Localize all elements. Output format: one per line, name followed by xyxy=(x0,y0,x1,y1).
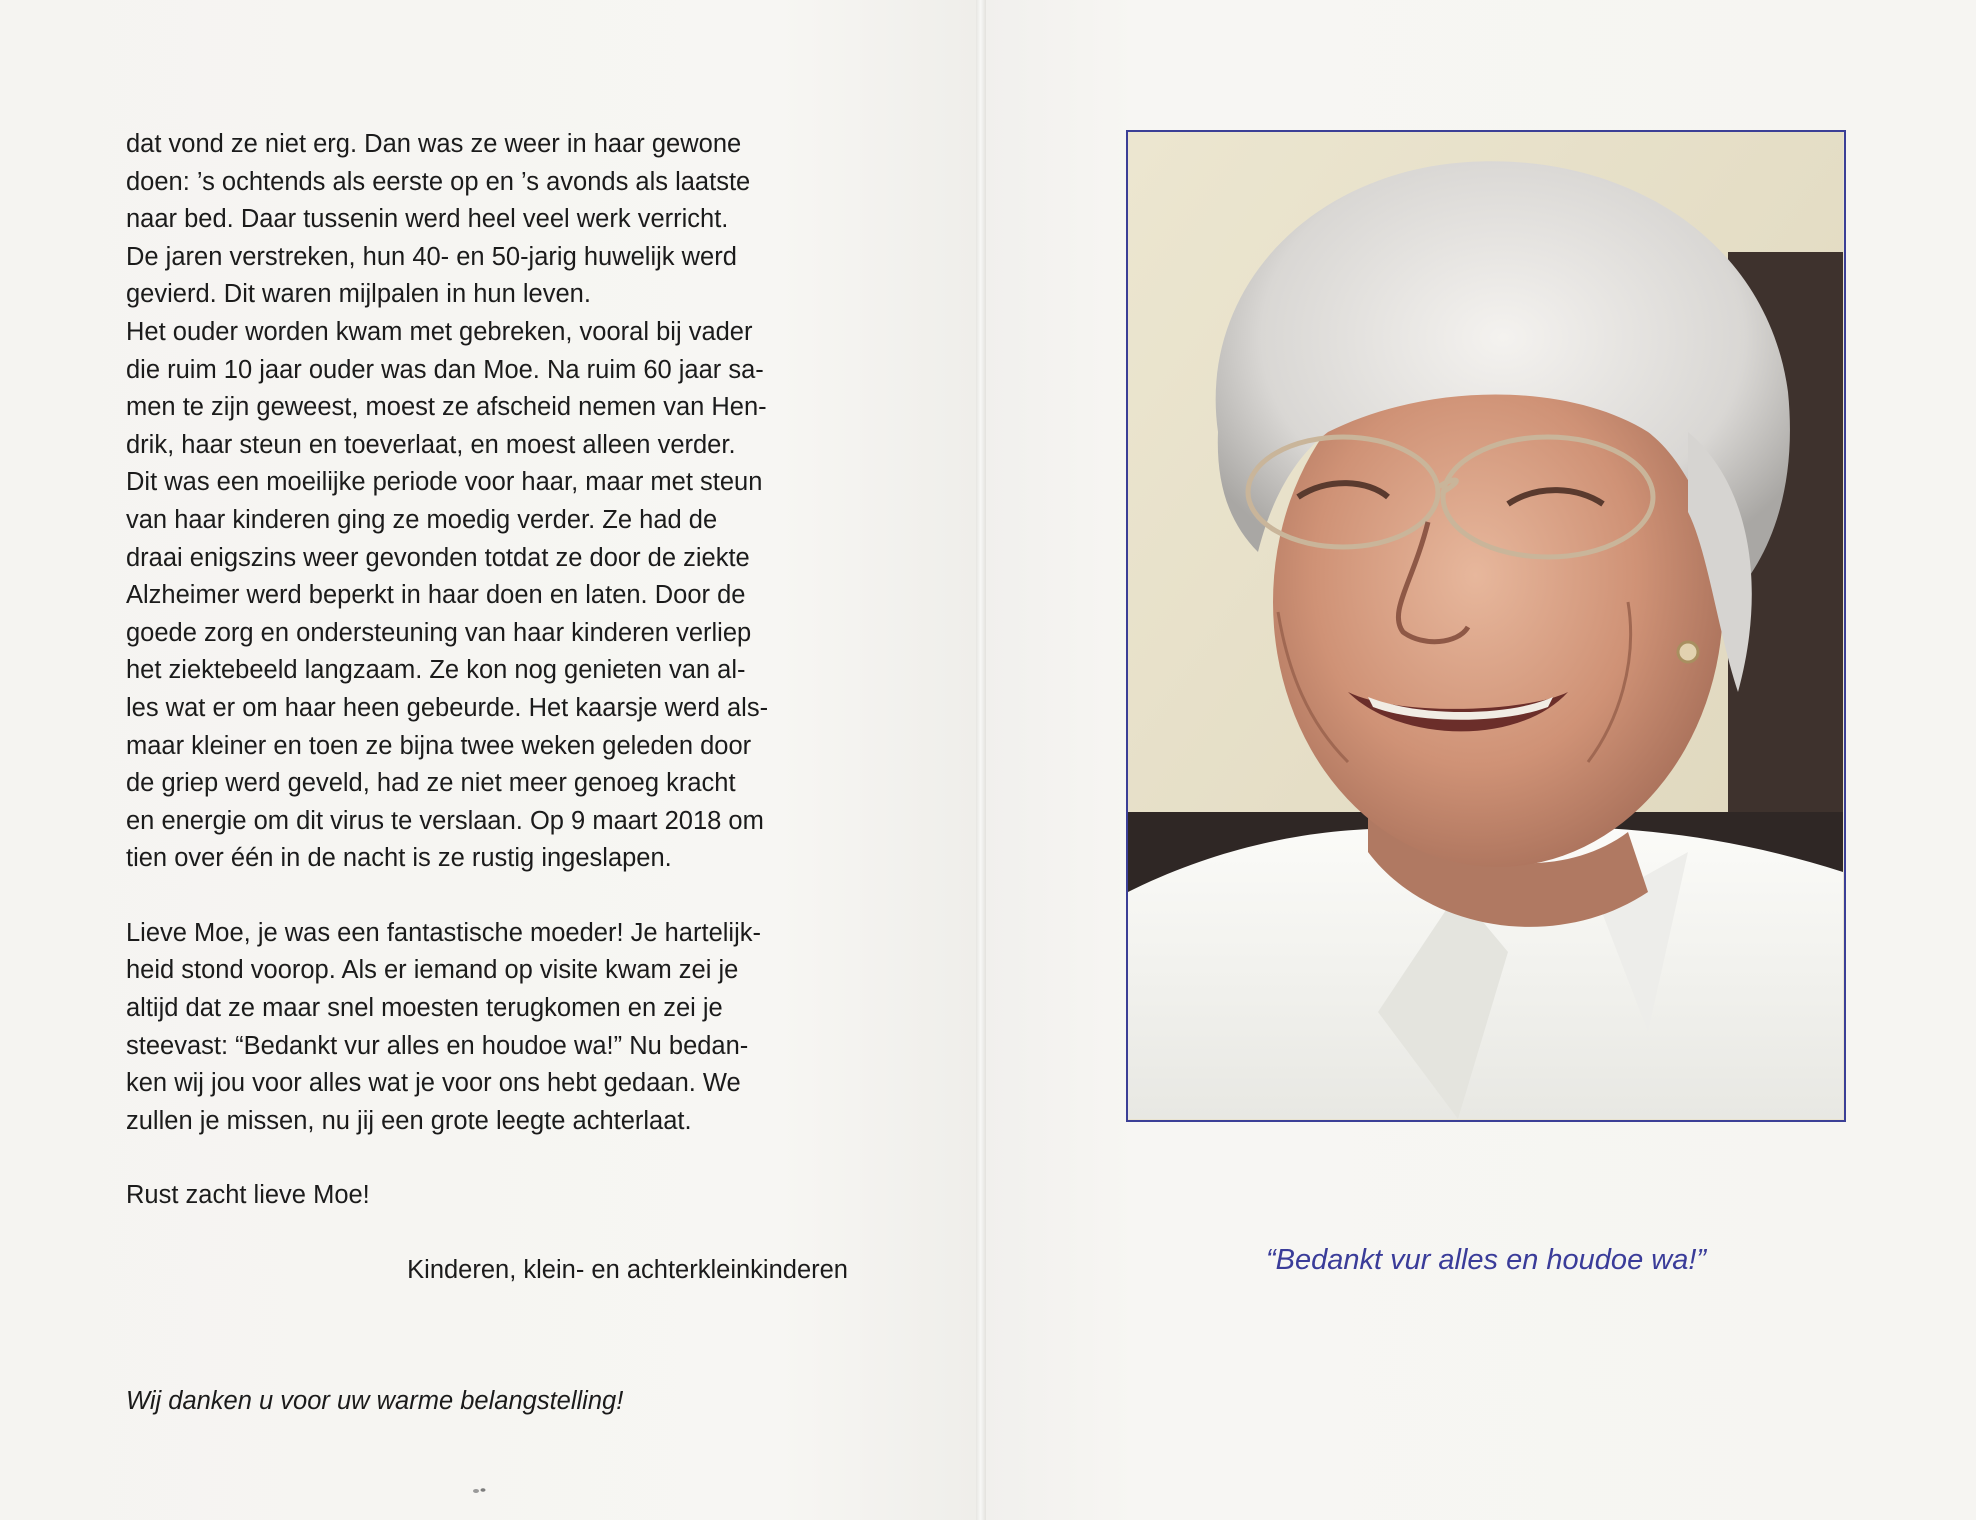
quote-caption: “Bedankt vur alles en houdoe wa!” xyxy=(1265,1244,1707,1276)
text-line: doen: ’s ochtends als eerste op en ’s avonds als laatste xyxy=(126,167,751,196)
left-page xyxy=(0,0,976,1520)
text-line: goede zorg en ondersteuning van haar kinderen verliep xyxy=(126,618,752,647)
text-line: van haar kinderen ging ze moedig verder. Ze had de xyxy=(126,505,718,534)
text-line: dat vond ze niet erg. Dan was ze weer in haar gewone xyxy=(126,130,742,158)
text-line: naar bed. Daar tussenin werd heel veel werk verricht. xyxy=(126,205,729,234)
text-line: de griep werd geveld, had ze niet meer genoeg kracht xyxy=(126,769,736,798)
text-line: tien over één in de nacht is ze rustig ingeslapen. xyxy=(126,844,672,873)
thanks-note: Wij danken u voor uw warme belangstelling! xyxy=(126,1386,624,1415)
paragraph-spacer xyxy=(126,1215,848,1252)
text-line: het ziektebeeld langzaam. Ze kon nog genieten van al- xyxy=(126,656,746,685)
text-line: ken wij jou voor alles wat je voor ons hebt gedaan. We xyxy=(126,1069,741,1098)
text-line: Lieve Moe, je was een fantastische moeder! Je hartelijk- xyxy=(126,918,761,947)
paragraph-spacer xyxy=(126,878,848,915)
text-line: De jaren verstreken, hun 40- en 50-jarig huwelijk werd xyxy=(126,242,737,271)
text-line: Alzheimer werd beperkt in haar doen en laten. Door de xyxy=(126,581,746,610)
text-line: draai enigszins weer gevonden totdat ze door de ziekte xyxy=(126,543,750,572)
earring xyxy=(1678,642,1698,662)
paragraph-spacer xyxy=(126,1140,848,1177)
paragraph-life-story xyxy=(126,126,848,878)
text-line: gevierd. Dit waren mijlpalen in hun leven. xyxy=(126,280,591,309)
text-line: drik, haar steun en toeverlaat, en moest alleen verder. xyxy=(126,430,736,459)
paper-smudge xyxy=(470,1486,490,1496)
signature: Kinderen, klein- en achterkleinkinderen xyxy=(407,1256,848,1285)
portrait-illustration xyxy=(1128,132,1843,1119)
text-line: en energie om dit virus te verslaan. Op 9 maart 2018 om xyxy=(126,806,764,835)
text-line: men te zijn geweest, moest ze afscheid nemen van Hen- xyxy=(126,393,767,422)
paragraph-spacer xyxy=(126,1346,848,1383)
paragraph-spacer xyxy=(126,1290,848,1346)
card-fold xyxy=(976,0,986,1520)
text-line: Dit was een moeilijke periode voor haar, maar met steun xyxy=(126,468,763,497)
text-line: maar kleiner en toen ze bijna twee weken geleden door xyxy=(126,731,752,760)
text-line: steevast: “Bedankt vur alles en houdoe wa!” Nu bedan- xyxy=(126,1031,749,1060)
portrait-photo xyxy=(1126,130,1846,1122)
memorial-text xyxy=(126,126,848,1420)
text-line: die ruim 10 jaar ouder was dan Moe. Na ruim 60 jaar sa- xyxy=(126,355,764,384)
text-line: Het ouder worden kwam met gebreken, vooral bij vader xyxy=(126,317,753,346)
paragraph-tribute xyxy=(126,915,848,1141)
closing-line: Rust zacht lieve Moe! xyxy=(126,1181,370,1210)
text-line: zullen je missen, nu jij een grote leegte achterlaat. xyxy=(126,1106,692,1135)
text-line: les wat er om haar heen gebeurde. Het kaarsje werd als- xyxy=(126,693,769,722)
text-line: altijd dat ze maar snel moesten terugkomen en zei je xyxy=(126,994,723,1023)
text-line: heid stond voorop. Als er iemand op visite kwam zei je xyxy=(126,956,739,985)
